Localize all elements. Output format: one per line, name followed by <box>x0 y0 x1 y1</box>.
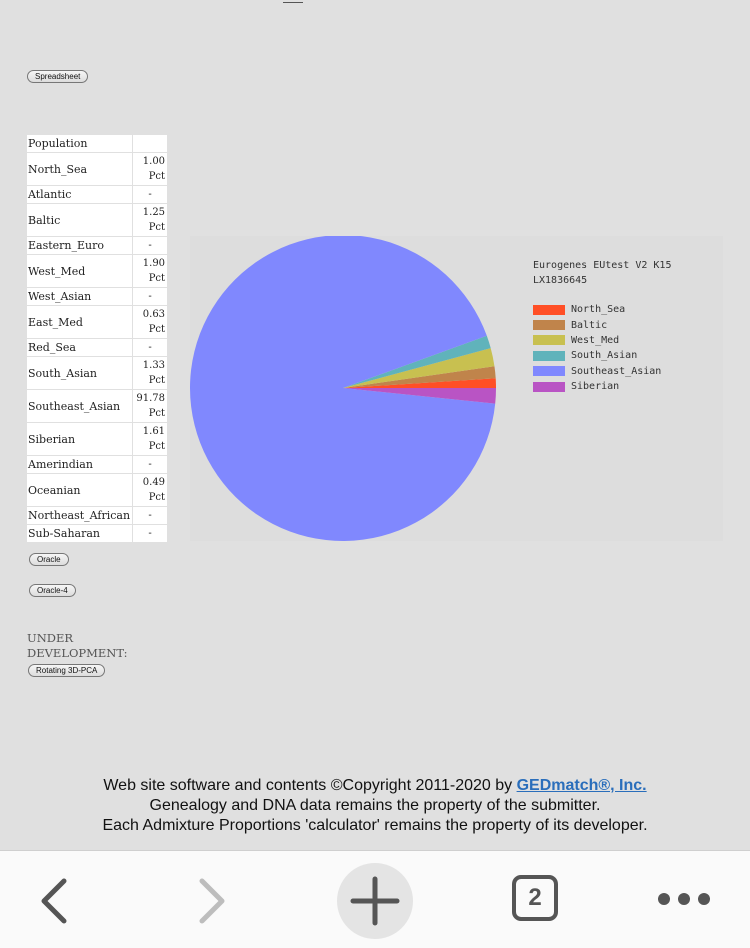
tab-switcher-icon[interactable] <box>512 875 558 921</box>
footer-line-2: Genealogy and DNA data remains the property of the submitter. <box>149 797 601 814</box>
population-name: Baltic <box>27 204 133 237</box>
value-unit: Pct <box>148 324 166 335</box>
table-row <box>27 255 168 288</box>
legend-swatch <box>533 305 565 315</box>
value-number: 0.49 <box>142 477 166 488</box>
table-row <box>27 237 168 255</box>
legend-swatch <box>533 335 565 345</box>
legend-label: Baltic <box>571 319 608 331</box>
legend-entry <box>533 364 671 379</box>
population-header: Population <box>27 135 133 153</box>
population-table <box>26 134 168 543</box>
value-dash: - <box>148 189 152 200</box>
legend-label: South_Asian <box>571 350 638 362</box>
value-number: 1.90 <box>142 258 166 269</box>
population-value <box>133 255 168 288</box>
forward-icon[interactable] <box>196 877 230 925</box>
population-value <box>133 525 168 543</box>
value-dash: - <box>148 528 152 539</box>
value-unit: Pct <box>148 222 166 233</box>
value-header <box>133 135 168 153</box>
table-row <box>27 306 168 339</box>
browser-toolbar <box>0 850 750 948</box>
spreadsheet-button[interactable]: Spreadsheet <box>27 70 88 83</box>
table-row <box>27 423 168 456</box>
legend-entry <box>533 348 671 363</box>
table-row <box>27 456 168 474</box>
more-icon[interactable] <box>656 889 712 909</box>
copyright-text: Web site software and contents ©Copyright 2011-2020 by <box>103 777 517 794</box>
population-value <box>133 390 168 423</box>
tab-count: 2 <box>528 884 542 911</box>
legend-entry <box>533 317 671 332</box>
oracle-4-button[interactable]: Oracle-4 <box>29 584 76 597</box>
legend-swatch <box>533 320 565 330</box>
population-value <box>133 288 168 306</box>
legend-label: Southeast_Asian <box>571 365 662 377</box>
chart-title: Eurogenes EUtest V2 K15 <box>533 260 672 271</box>
population-value <box>133 306 168 339</box>
population-name: North_Sea <box>27 153 133 186</box>
value-unit: Pct <box>148 273 166 284</box>
population-name: Oceanian <box>27 474 133 507</box>
table-row <box>27 204 168 237</box>
chart-legend <box>533 258 671 394</box>
top-clipped-text <box>283 0 303 3</box>
population-value <box>133 237 168 255</box>
population-name: Eastern_Euro <box>27 237 133 255</box>
population-name: West_Asian <box>27 288 133 306</box>
population-name: East_Med <box>27 306 133 339</box>
population-name: Red_Sea <box>27 339 133 357</box>
table-row <box>27 474 168 507</box>
value-dash: - <box>148 510 152 521</box>
table-row <box>27 153 168 186</box>
value-unit: Pct <box>148 171 166 182</box>
footer-line-3: Each Admixture Proportions 'calculator' remains the property of its developer. <box>102 817 648 834</box>
gedmatch-link[interactable]: GEDmatch®, Inc. <box>516 777 647 794</box>
table-row <box>27 357 168 390</box>
population-name: Southeast_Asian <box>27 390 133 423</box>
table-row <box>27 525 168 543</box>
population-value <box>133 186 168 204</box>
table-row <box>27 288 168 306</box>
population-value <box>133 153 168 186</box>
population-value <box>133 339 168 357</box>
value-dash: - <box>148 240 152 251</box>
legend-label: North_Sea <box>571 304 626 316</box>
legend-entry <box>533 302 671 317</box>
chart-subtitle: LX1836645 <box>533 275 588 286</box>
footer <box>0 776 750 836</box>
population-value <box>133 507 168 525</box>
population-name: West_Med <box>27 255 133 288</box>
footer-line-1 <box>0 776 750 796</box>
back-icon[interactable] <box>36 877 70 925</box>
value-number: 0.63 <box>142 309 166 320</box>
legend-entry <box>533 379 671 394</box>
under-development-label: UNDER DEVELOPMENT: <box>27 631 128 660</box>
population-value <box>133 423 168 456</box>
plus-icon <box>337 863 413 939</box>
population-name: Atlantic <box>27 186 133 204</box>
legend-swatch <box>533 366 565 376</box>
population-name: Sub-Saharan <box>27 525 133 543</box>
legend-label: Siberian <box>571 381 620 393</box>
population-value <box>133 357 168 390</box>
value-dash: - <box>148 291 152 302</box>
rotating-3d-pca-button[interactable]: Rotating 3D-PCA <box>28 664 105 677</box>
population-name: South_Asian <box>27 357 133 390</box>
value-number: 1.33 <box>142 360 166 371</box>
population-name: Northeast_African <box>27 507 133 525</box>
population-value <box>133 474 168 507</box>
oracle-button[interactable]: Oracle <box>29 553 69 566</box>
population-name: Amerindian <box>27 456 133 474</box>
value-number: 1.61 <box>142 426 166 437</box>
table-row <box>27 390 168 423</box>
value-dash: - <box>148 459 152 470</box>
table-row <box>27 507 168 525</box>
table-row <box>27 339 168 357</box>
legend-label: West_Med <box>571 334 620 346</box>
value-unit: Pct <box>148 375 166 386</box>
value-number: 91.78 <box>136 393 166 404</box>
value-dash: - <box>148 342 152 353</box>
value-unit: Pct <box>148 492 166 503</box>
new-tab-button[interactable] <box>337 863 413 939</box>
legend-entry <box>533 333 671 348</box>
value-unit: Pct <box>148 441 166 452</box>
population-value <box>133 204 168 237</box>
table-header-row <box>27 135 168 153</box>
admixture-pie-chart <box>190 236 723 541</box>
value-unit: Pct <box>148 408 166 419</box>
value-number: 1.00 <box>142 156 166 167</box>
population-value <box>133 456 168 474</box>
legend-swatch <box>533 351 565 361</box>
table-row <box>27 186 168 204</box>
legend-swatch <box>533 382 565 392</box>
population-name: Siberian <box>27 423 133 456</box>
value-number: 1.25 <box>142 207 166 218</box>
